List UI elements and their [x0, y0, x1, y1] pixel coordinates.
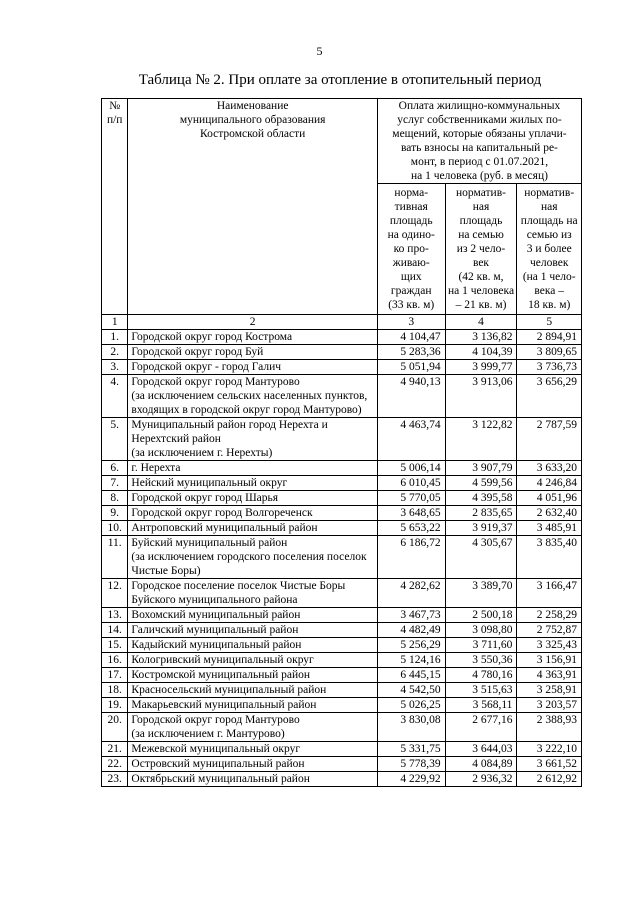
row-number: 18.: [102, 683, 128, 698]
column-index: 5: [517, 315, 582, 330]
value-single-resident: 5 283,36: [377, 345, 445, 360]
value-two-person-family: 3 919,37: [445, 521, 517, 536]
table-row: [102, 668, 582, 683]
value-single-resident: 5 256,29: [377, 638, 445, 653]
value-two-person-family: 3 913,06: [445, 375, 517, 418]
column-index-row: [102, 315, 582, 330]
value-single-resident: 3 830,08: [377, 713, 445, 742]
table-row: [102, 536, 582, 579]
row-number: 14.: [102, 623, 128, 638]
row-number: 6.: [102, 461, 128, 476]
value-three-plus-family: 3 661,52: [517, 757, 582, 772]
value-single-resident: 5 770,05: [377, 491, 445, 506]
municipality-name: Буйский муниципальный район (за исключением городского поселения поселок Чистые Боры): [128, 536, 377, 579]
value-single-resident: 3 648,65: [377, 506, 445, 521]
municipality-name: Костромской муниципальный район: [128, 668, 377, 683]
row-number: 8.: [102, 491, 128, 506]
table-row: [102, 491, 582, 506]
table-row: [102, 521, 582, 536]
table-row: [102, 476, 582, 491]
table-row: [102, 653, 582, 668]
value-single-resident: 4 104,47: [377, 330, 445, 345]
table-row: [102, 757, 582, 772]
header-number: № п/п: [102, 99, 128, 315]
column-index: 1: [102, 315, 128, 330]
value-single-resident: 6 186,72: [377, 536, 445, 579]
value-three-plus-family: 3 736,73: [517, 360, 582, 375]
column-index: 4: [445, 315, 517, 330]
value-single-resident: 5 331,75: [377, 742, 445, 757]
value-three-plus-family: 2 258,29: [517, 608, 582, 623]
value-single-resident: 6 445,15: [377, 668, 445, 683]
value-two-person-family: 4 599,56: [445, 476, 517, 491]
municipality-name: Городской округ - город Галич: [128, 360, 377, 375]
municipality-name: Октябрьский муниципальный район: [128, 772, 377, 787]
value-two-person-family: 3 999,77: [445, 360, 517, 375]
table-row: [102, 579, 582, 608]
value-two-person-family: 3 389,70: [445, 579, 517, 608]
table-row: [102, 713, 582, 742]
row-number: 1.: [102, 330, 128, 345]
table-row: [102, 608, 582, 623]
column-index: 2: [128, 315, 377, 330]
value-two-person-family: 2 936,32: [445, 772, 517, 787]
row-number: 10.: [102, 521, 128, 536]
value-single-resident: 5 006,14: [377, 461, 445, 476]
value-single-resident: 5 778,39: [377, 757, 445, 772]
municipality-name: Кадыйский муниципальный район: [128, 638, 377, 653]
header-row: [102, 99, 582, 184]
municipality-name: Городской округ город Мантурово (за исключением сельских населенных пунктов, входящих в городской округ город Мантурово): [128, 375, 377, 418]
table-row: [102, 345, 582, 360]
value-three-plus-family: 2 388,93: [517, 713, 582, 742]
table-row: [102, 683, 582, 698]
column-index: 3: [377, 315, 445, 330]
value-single-resident: 6 010,45: [377, 476, 445, 491]
value-three-plus-family: 2 894,91: [517, 330, 582, 345]
municipality-name: Кологривский муниципальный округ: [128, 653, 377, 668]
municipality-name: Макарьевский муниципальный район: [128, 698, 377, 713]
header-two-person-family: норматив- ная площадь на семью из 2 чело- век (42 кв. м, на 1 человека – 21 кв. м): [445, 184, 517, 315]
row-number: 7.: [102, 476, 128, 491]
value-three-plus-family: 3 222,10: [517, 742, 582, 757]
table-row: [102, 360, 582, 375]
value-three-plus-family: 3 485,91: [517, 521, 582, 536]
row-number: 15.: [102, 638, 128, 653]
value-three-plus-family: 3 656,29: [517, 375, 582, 418]
table-row: [102, 330, 582, 345]
value-single-resident: 5 653,22: [377, 521, 445, 536]
value-three-plus-family: 2 752,87: [517, 623, 582, 638]
municipality-name: Галичский муниципальный район: [128, 623, 377, 638]
municipality-name: Городской округ город Буй: [128, 345, 377, 360]
value-three-plus-family: 4 363,91: [517, 668, 582, 683]
value-two-person-family: 3 122,82: [445, 418, 517, 461]
municipality-name: Антроповский муниципальный район: [128, 521, 377, 536]
row-number: 12.: [102, 579, 128, 608]
row-number: 23.: [102, 772, 128, 787]
row-number: 11.: [102, 536, 128, 579]
value-single-resident: 5 124,16: [377, 653, 445, 668]
municipality-name: Вохомский муниципальный район: [128, 608, 377, 623]
row-number: 13.: [102, 608, 128, 623]
table-row: [102, 375, 582, 418]
municipality-name: Островский муниципальный район: [128, 757, 377, 772]
value-two-person-family: 3 136,82: [445, 330, 517, 345]
value-three-plus-family: 3 156,91: [517, 653, 582, 668]
value-two-person-family: 2 500,18: [445, 608, 517, 623]
row-number: 22.: [102, 757, 128, 772]
value-two-person-family: 2 677,16: [445, 713, 517, 742]
value-single-resident: 4 542,50: [377, 683, 445, 698]
value-single-resident: 5 051,94: [377, 360, 445, 375]
value-two-person-family: 3 515,63: [445, 683, 517, 698]
value-two-person-family: 4 104,39: [445, 345, 517, 360]
header-single-residents: норма- тивная площадь на одино- ко про- живаю- щих граждан (33 кв. м): [377, 184, 445, 315]
table-row: [102, 772, 582, 787]
municipality-name: Городской округ город Мантурово (за исключением г. Мантурово): [128, 713, 377, 742]
value-two-person-family: 3 550,36: [445, 653, 517, 668]
row-number: 9.: [102, 506, 128, 521]
value-three-plus-family: 3 633,20: [517, 461, 582, 476]
value-single-resident: 4 229,92: [377, 772, 445, 787]
table-row: [102, 506, 582, 521]
municipality-name: Городской округ город Кострома: [128, 330, 377, 345]
row-number: 21.: [102, 742, 128, 757]
municipality-name: Красносельский муниципальный район: [128, 683, 377, 698]
value-two-person-family: 4 395,58: [445, 491, 517, 506]
table-title: Таблица № 2. При оплате за отопление в отопительный период: [138, 72, 542, 88]
value-two-person-family: 2 835,65: [445, 506, 517, 521]
municipality-name: Городской округ город Шарья: [128, 491, 377, 506]
value-three-plus-family: 3 258,91: [517, 683, 582, 698]
value-two-person-family: 3 907,79: [445, 461, 517, 476]
municipality-name: Муниципальный район город Нерехта и Нерехтский район (за исключением г. Нерехты): [128, 418, 377, 461]
value-two-person-family: 3 568,11: [445, 698, 517, 713]
value-single-resident: 4 482,49: [377, 623, 445, 638]
municipality-name: г. Нерехта: [128, 461, 377, 476]
row-number: 4.: [102, 375, 128, 418]
value-three-plus-family: 3 809,65: [517, 345, 582, 360]
value-single-resident: 3 467,73: [377, 608, 445, 623]
header-payment: Оплата жилищно-коммунальных услуг собственниками жилых по- мещений, которые обязаны уплачи- вать взносы на капитальный ре- монт, в период с 01.07.2021, на 1 человека (руб. в месяц): [377, 99, 581, 184]
value-three-plus-family: 3 325,43: [517, 638, 582, 653]
page-number: 5: [316, 44, 323, 58]
value-two-person-family: 4 305,67: [445, 536, 517, 579]
table-row: [102, 698, 582, 713]
row-number: 2.: [102, 345, 128, 360]
table-row: [102, 623, 582, 638]
value-two-person-family: 4 084,89: [445, 757, 517, 772]
value-three-plus-family: 4 051,96: [517, 491, 582, 506]
value-three-plus-family: 3 166,47: [517, 579, 582, 608]
municipality-name: Городской округ город Волгореченск: [128, 506, 377, 521]
header-three-plus-family: норматив- ная площадь на семью из 3 и более человек (на 1 чело- века – 18 кв. м): [517, 184, 582, 315]
row-number: 5.: [102, 418, 128, 461]
value-two-person-family: 4 780,16: [445, 668, 517, 683]
value-single-resident: 4 282,62: [377, 579, 445, 608]
value-two-person-family: 3 098,80: [445, 623, 517, 638]
table-row: [102, 638, 582, 653]
value-three-plus-family: 2 632,40: [517, 506, 582, 521]
header-municipality: Наименование муниципального образования Костромской области: [128, 99, 377, 315]
value-three-plus-family: 4 246,84: [517, 476, 582, 491]
municipality-name: Межевской муниципальный округ: [128, 742, 377, 757]
row-number: 16.: [102, 653, 128, 668]
municipality-name: Городское поселение поселок Чистые Боры Буйского муниципального района: [128, 579, 377, 608]
value-two-person-family: 3 711,60: [445, 638, 517, 653]
value-two-person-family: 3 644,03: [445, 742, 517, 757]
value-single-resident: 4 463,74: [377, 418, 445, 461]
heating-payment-table: [101, 98, 582, 787]
row-number: 3.: [102, 360, 128, 375]
value-single-resident: 4 940,13: [377, 375, 445, 418]
row-number: 20.: [102, 713, 128, 742]
municipality-name: Нейский муниципальный округ: [128, 476, 377, 491]
value-three-plus-family: 2 612,92: [517, 772, 582, 787]
value-three-plus-family: 2 787,59: [517, 418, 582, 461]
row-number: 19.: [102, 698, 128, 713]
table-row: [102, 461, 582, 476]
table-row: [102, 418, 582, 461]
value-three-plus-family: 3 835,40: [517, 536, 582, 579]
value-single-resident: 5 026,25: [377, 698, 445, 713]
value-three-plus-family: 3 203,57: [517, 698, 582, 713]
table-row: [102, 742, 582, 757]
row-number: 17.: [102, 668, 128, 683]
